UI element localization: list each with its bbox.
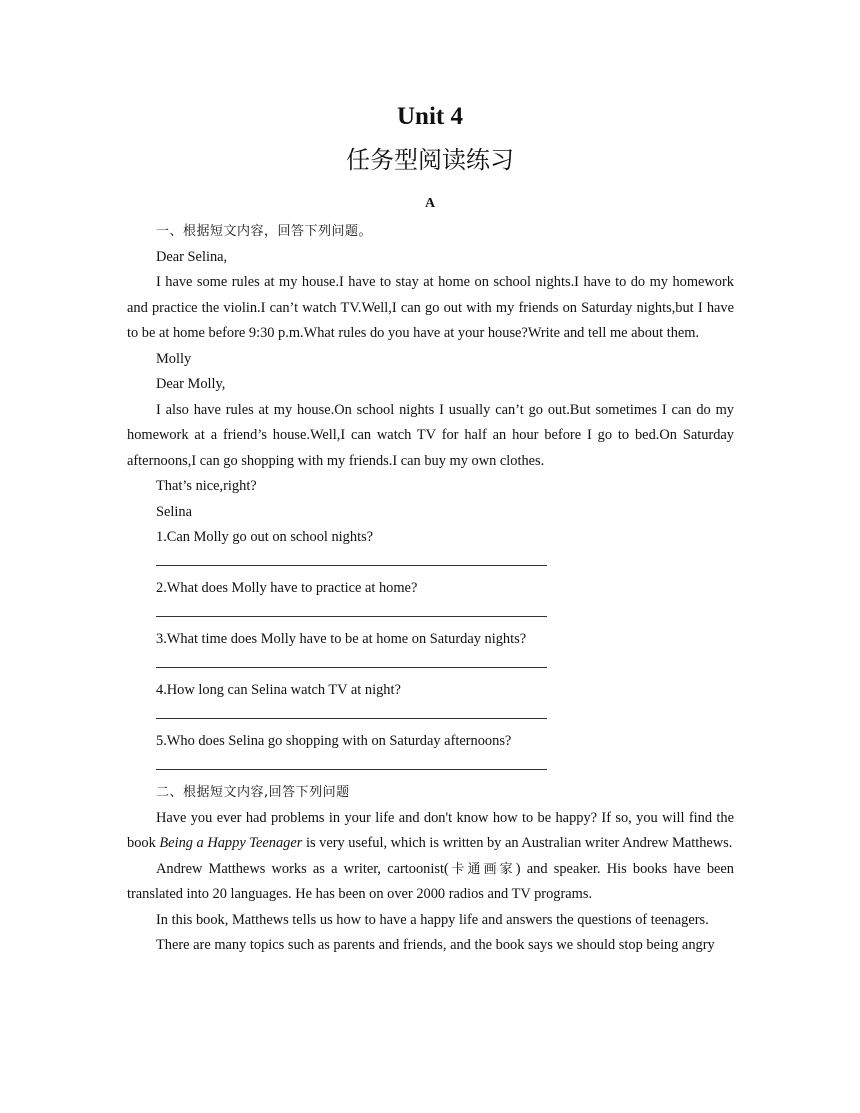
- letter2-body: I also have rules at my house.On school nights I usually can’t go out.But sometimes I can do my homework at a friend’s house.Well,I can watch TV for half an hour before I go to bed.On Saturday afternoons,I can go shopping with my friends.I can buy my own clothes.: [127, 401, 734, 469]
- question-4: 4.How long can Selina watch TV at night?: [156, 682, 401, 698]
- letter2-closing: That’s nice,right?: [156, 478, 257, 494]
- para1-text-b: is very useful, which is written by an Australian writer Andrew Matthews.: [302, 835, 733, 851]
- answer-line-2[interactable]: [156, 602, 547, 628]
- question-1: 1.Can Molly go out on school nights?: [156, 529, 374, 545]
- letter1-body: I have some rules at my house.I have to stay at home on school nights.I have to do my homework and practice the violin.I can’t watch TV.Well,I can go out with my friends on Saturday nights,but I have to be at home before 9:30 p.m.What rules do you have at your house?Write and tell me about them.: [127, 274, 734, 341]
- letter2-signature: Selina: [156, 503, 192, 520]
- para2-text-a: Andrew Matthews works as a writer, cartoonist(: [156, 860, 449, 877]
- part2-paragraph-2: [127, 857, 734, 908]
- part2-paragraph-3: In this book, Matthews tells us how to have a happy life and answers the questions of teenagers.: [156, 911, 709, 928]
- answer-line-4[interactable]: [156, 704, 547, 730]
- book-title: Being a Happy Teenager: [159, 835, 303, 851]
- document-body: [127, 219, 734, 959]
- answer-line-3[interactable]: [156, 653, 547, 679]
- letter1-signature: Molly: [156, 350, 192, 367]
- question-2: 2.What does Molly have to practice at home?: [156, 580, 418, 596]
- para1-text-a: Have you ever had problems in your life and don't know how to be happy? If so, you will find the book: [127, 809, 734, 851]
- para2-text-b: ) and speaker. His books have been translated into 20 languages. He has been on over 2000 radios and TV programs.: [127, 860, 735, 902]
- part1-instruction: 一、根据短文内容，回答下列问题。: [156, 224, 373, 239]
- letter1-greeting: Dear Selina,: [156, 248, 228, 265]
- page-title: Unit 4: [397, 103, 463, 130]
- page-subtitle: 任务型阅读练习: [346, 148, 514, 174]
- letter2-greeting: Dear Molly,: [156, 376, 226, 392]
- answer-line-1[interactable]: [156, 551, 547, 577]
- question-5: 5.Who does Selina go shopping with on Saturday afternoons?: [156, 733, 512, 749]
- part2-paragraph-1: [127, 806, 734, 857]
- section-label: A: [424, 196, 436, 211]
- para2-chinese-gloss: 卡通画家: [448, 861, 516, 877]
- question-3: 3.What time does Molly have to be at home on Saturday nights?: [156, 631, 527, 647]
- part2-instruction: 二、根据短文内容,回答下列问题: [156, 785, 350, 800]
- answer-line-5[interactable]: [156, 755, 547, 781]
- part2-paragraph-4: There are many topics such as parents and friends, and the book says we should stop being angry: [156, 937, 715, 953]
